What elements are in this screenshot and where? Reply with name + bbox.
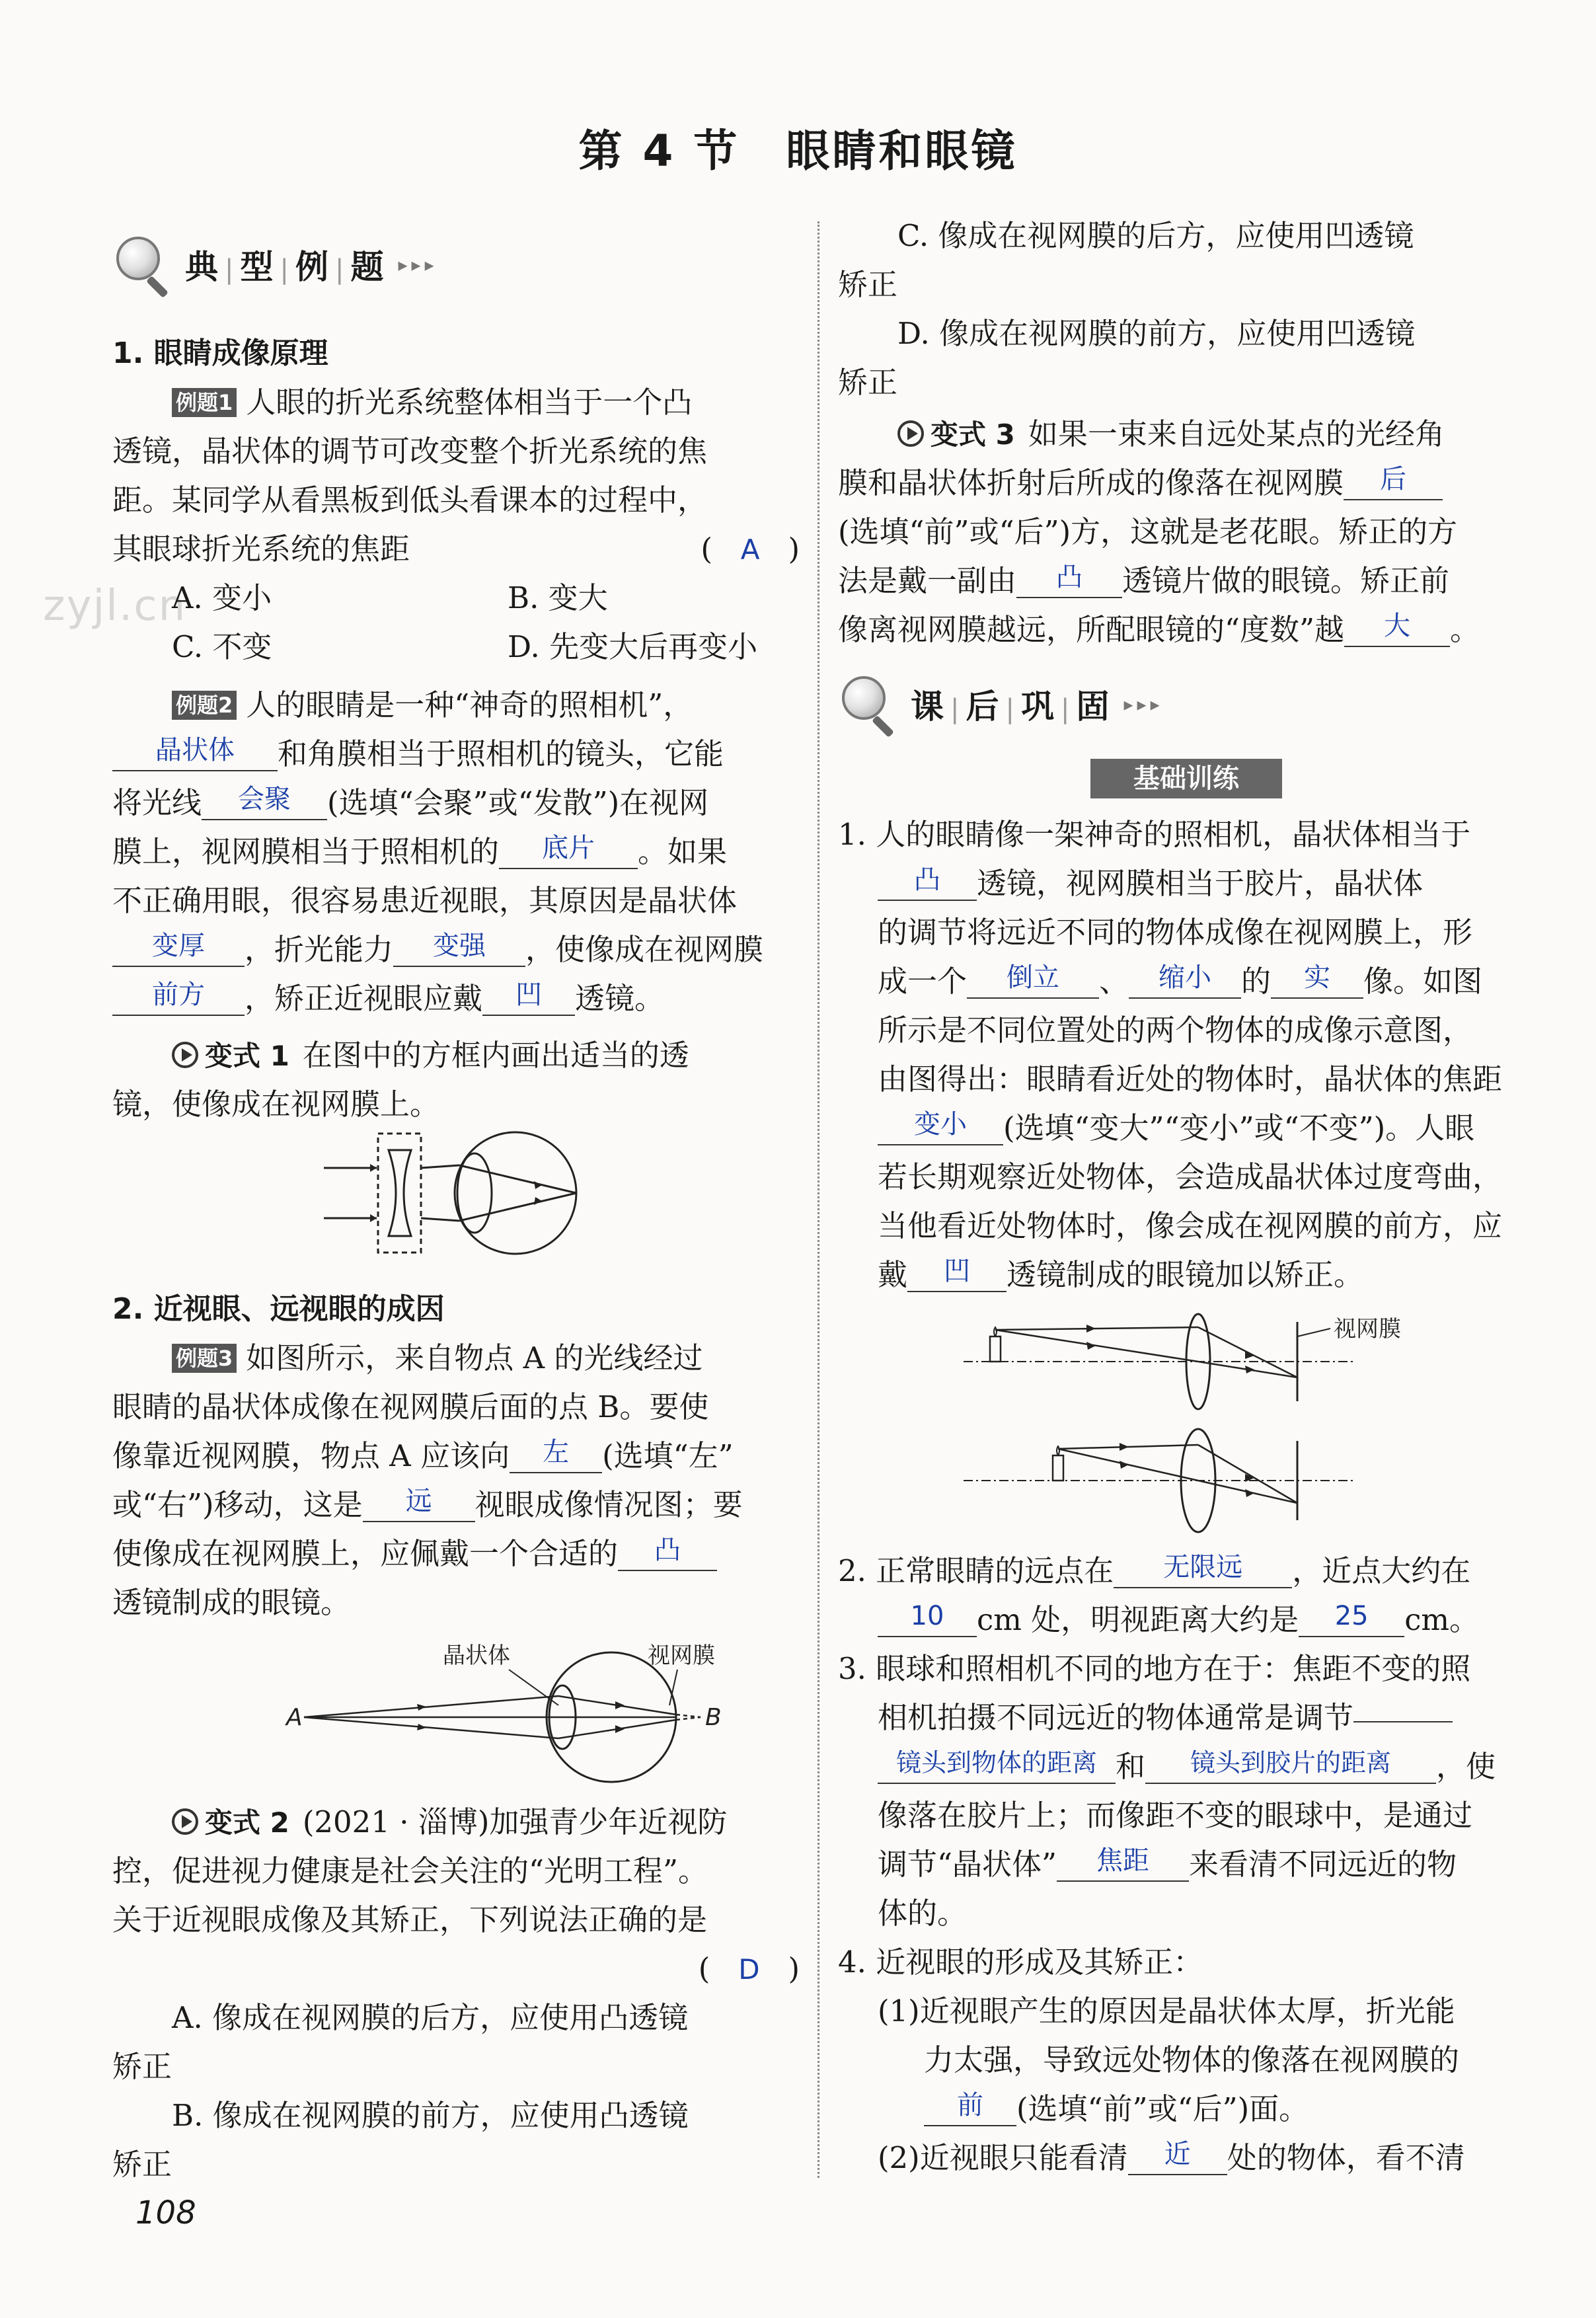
answer-blank: 凹 <box>482 975 575 1016</box>
label-point-a: A <box>286 1704 303 1731</box>
label-retina: 视网膜 <box>1334 1316 1401 1342</box>
ex1-line-4: 其眼球折光系统的焦距 ( A ) <box>112 525 800 574</box>
q3-line-1: 3. 眼球和照相机不同的地方在于：焦距不变的照 <box>838 1651 1471 1686</box>
ex3-line-2: 眼睛的晶状体成像在视网膜后面的点 B。要使 <box>112 1389 709 1424</box>
var2-option-b-line-1: B. 像成在视网膜的前方，应使用凸透镜 <box>172 2098 689 2133</box>
answer-blank: 25 <box>1299 1596 1404 1637</box>
answer-blank: 底片 <box>499 828 638 869</box>
ex1-option-c: C. 不变 <box>172 629 272 664</box>
label-point-b: B <box>705 1704 722 1731</box>
q4-sub1-line-2: 力太强，导致远处物体的像落在视网膜的 <box>924 2042 1460 2077</box>
label-retina: 视网膜 <box>648 1642 715 1669</box>
ex3-line-4: 或“右”)移动，这是 远 视眼成像情况图；要 <box>112 1481 800 1529</box>
q3-line-3: 镜头到物体的距离 和 镜头到胶片的距离 ，使 <box>838 1742 1525 1791</box>
answer-blank: 变强 <box>393 926 525 967</box>
q2-line-1: 2. 正常眼睛的远点在 无限远 ，近点大约在 <box>838 1547 1525 1596</box>
var3-line-4: 法是戴一副由 凸 透镜片做的眼镜。矫正前 <box>838 557 1525 605</box>
figure-two-objects-imaging <box>964 1295 1439 1547</box>
ex2-line-1: 例题2 人的眼睛是一种“神奇的照相机”， <box>112 681 800 730</box>
answer-blank: 倒立 <box>967 958 1099 999</box>
figure-concave-lens-eye <box>324 1127 641 1259</box>
var1-line-1: 变式 1 在图中的方框内画出适当的透 <box>112 1031 800 1081</box>
var2-option-a-line-2: 矫正 <box>112 2049 172 2084</box>
ex1-line-2: 透镜，晶状体的调节可改变整个折光系统的焦 <box>112 434 708 469</box>
arrows-icon: ▸▸▸ <box>398 253 438 276</box>
answer-blank: 大 <box>1344 606 1450 647</box>
answer-blank: 后 <box>1344 459 1443 500</box>
heading-myopia-causes: 2. 近视眼、远视眼的成因 <box>112 1292 445 1326</box>
q3-line-2: 相机拍摄不同远近的物体通常是调节 <box>838 1693 1525 1742</box>
q4-sub2-line-1: (2)近视眼只能看清 近 处的物体，看不清 <box>838 2134 1525 2183</box>
var2-line-2: 控，促进视力健康是社会关注的“光明工程”。 <box>112 1853 708 1888</box>
answer-blank: 远 <box>363 1481 475 1522</box>
ex2-line-4: 膜上，视网膜相当于照相机的 底片 。如果 <box>112 828 800 876</box>
var2-option-d-line-1: D. 像成在视网膜的前方，应使用凹透镜 <box>897 316 1416 351</box>
ex2-line-7: 前方 ，矫正近视眼应戴 凹 透镜。 <box>112 974 800 1023</box>
ex2-line-2: 晶状体 和角膜相当于照相机的镜头，它能 <box>112 730 800 779</box>
answer-blank: 凸 <box>1016 557 1122 598</box>
ex1-line-3: 距。某同学从看黑板到低头看课本的过程中， <box>112 483 708 518</box>
var2-option-c-line-1: C. 像成在视网膜的后方，应使用凹透镜 <box>897 218 1414 253</box>
var3-line-5: 像离视网膜越远，所配眼镜的“度数”越 大 。 <box>838 605 1525 654</box>
section-header-after-class <box>838 668 1164 740</box>
ex3-line-1: 例题3 如图所示，来自物点 A 的光线经过 <box>112 1334 800 1383</box>
subheading-basic-training: 基础训练 <box>1090 759 1282 798</box>
q1-line-10: 戴 凹 透镜制成的眼镜加以矫正。 <box>838 1251 1525 1299</box>
page-title: 第 4 节 眼睛和眼镜 <box>578 126 1018 176</box>
q3-line-6: 体的。 <box>878 1896 968 1931</box>
var2-option-c-line-2: 矫正 <box>838 267 898 302</box>
example-tag: 例题3 <box>172 1344 237 1373</box>
ex2-line-6: 变厚 ，折光能力 变强 ，使像成在视网膜 <box>112 925 800 974</box>
ex1-option-d: D. 先变大后再变小 <box>508 629 758 664</box>
var2-option-b-line-2: 矫正 <box>112 2147 172 2182</box>
ex1-option-a: A. 变小 <box>172 580 272 615</box>
ex3-line-6: 透镜制成的眼镜。 <box>112 1585 351 1620</box>
q4-line-1: 4. 近视眼的形成及其矫正： <box>838 1945 1203 1980</box>
figure-hyperopia-eye <box>281 1633 757 1798</box>
q4-sub1-line-3: 前 (选填“前”或“后”)面。 <box>838 2085 1525 2134</box>
q1-line-9: 当他看近处物体时，像会成在视网膜的前方，应 <box>878 1208 1503 1243</box>
watermark: zyjl.cn <box>43 582 187 631</box>
example-tag: 例题2 <box>172 691 237 720</box>
ex3-line-5: 使像成在视网膜上，应佩戴一个合适的 凸 <box>112 1529 800 1578</box>
play-icon <box>172 1042 198 1068</box>
var2-line-3: 关于近视眼成像及其矫正，下列说法正确的是 <box>112 1902 708 1937</box>
q1-line-3: 的调节将远近不同的物体成像在视网膜上，形 <box>878 915 1473 950</box>
answer-blank: 缩小 <box>1129 958 1241 999</box>
arrows-icon: ▸▸▸ <box>1123 693 1164 715</box>
magnifier-icon <box>838 672 901 736</box>
q3-line-4: 像落在胶片上；而像距不变的眼球中，是通过 <box>878 1798 1473 1833</box>
answer-blank: 晶状体 <box>112 730 278 771</box>
q4-sub1-line-1: (1)近视眼产生的原因是晶状体太厚，折光能 <box>878 1993 1455 2028</box>
answer-blank: 变厚 <box>112 926 245 967</box>
var1-line-2: 镜，使像成在视网膜上。 <box>112 1087 440 1122</box>
answer-blank: 会聚 <box>202 779 327 820</box>
answer-blank: 无限远 <box>1114 1547 1292 1588</box>
answer-blank: 凸 <box>878 860 977 901</box>
label-lens: 晶状体 <box>443 1642 510 1669</box>
var3-line-2: 膜和晶状体折射后所成的像落在视网膜 后 <box>838 459 1525 508</box>
answer-bracket: ( D ) <box>698 1951 800 1986</box>
answer-blank: 前 <box>924 2085 1016 2126</box>
answer-blank: 前方 <box>112 975 245 1016</box>
section-title: 典|型|例|题 <box>185 248 389 286</box>
var2-line-1: 变式 2 (2021 · 淄博)加强青少年近视防 <box>112 1798 800 1847</box>
q1-line-8: 若长期观察近处物体，会造成晶状体过度弯曲， <box>878 1159 1503 1194</box>
play-icon <box>172 1808 198 1835</box>
page-number: 108 <box>135 2194 196 2231</box>
answer-bracket: ( A ) <box>701 531 800 566</box>
var3-line-1: 变式 3 如果一束来自远处某点的光经角 <box>838 410 1525 459</box>
answer-blank: 实 <box>1271 958 1363 999</box>
ex1-line-1: 例题1 人眼的折光系统整体相当于一个凸 <box>112 378 800 427</box>
example-tag: 例题1 <box>172 388 237 417</box>
ex1-option-b: B. 变大 <box>508 580 608 615</box>
answer-blank: 镜头到胶片的距离 <box>1145 1743 1436 1784</box>
var2-option-d-line-2: 矫正 <box>838 365 898 400</box>
q1-line-4: 成一个 倒立 、 缩小 的 实 像。如图 <box>838 957 1525 1006</box>
q1-line-6: 由图得出：眼睛看近处的物体时，晶状体的焦距 <box>878 1062 1503 1097</box>
answer-blank-continuation <box>1353 1721 1453 1722</box>
answer-blank: 10 <box>878 1596 977 1637</box>
answer-blank: 凸 <box>618 1530 717 1571</box>
section-header-typical-examples <box>112 228 438 301</box>
heading-eye-imaging: 1. 眼睛成像原理 <box>112 336 328 370</box>
q3-line-5: 调节“晶状体” 焦距 来看清不同远近的物 <box>838 1840 1525 1889</box>
section-title: 课|后|巩|固 <box>911 687 1115 726</box>
q2-line-2: 10 cm 处，明视距离大约是 25 cm。 <box>838 1596 1525 1644</box>
answer-blank: 焦距 <box>1057 1841 1189 1882</box>
q1-line-5: 所示是不同位置处的两个物体的成像示意图， <box>878 1013 1473 1048</box>
play-icon <box>897 420 924 447</box>
q1-line-7: 变小 (选填“变大”“变小”或“不变”)。人眼 <box>838 1104 1525 1153</box>
var2-option-a-line-1: A. 像成在视网膜的后方，应使用凸透镜 <box>172 2000 689 2035</box>
column-divider <box>817 221 819 2178</box>
answer-blank: 变小 <box>878 1104 1003 1145</box>
var3-line-3: (选填“前”或“后”)方，这就是老花眼。矫正的方 <box>838 514 1458 549</box>
answer-blank: 左 <box>510 1432 602 1473</box>
answer-blank: 镜头到物体的距离 <box>878 1743 1116 1784</box>
q1-line-1: 1. 人的眼睛像一架神奇的照相机，晶状体相当于 <box>838 817 1471 852</box>
q1-line-2: 凸 透镜，视网膜相当于胶片，晶状体 <box>838 859 1525 908</box>
answer-blank: 近 <box>1128 2134 1227 2175</box>
ex2-line-5: 不正确用眼，很容易患近视眼，其原因是晶状体 <box>112 883 738 918</box>
answer-blank: 凹 <box>907 1251 1007 1292</box>
magnifier-icon <box>112 233 176 296</box>
ex3-line-3: 像靠近视网膜，物点 A 应该向 左 (选填“左” <box>112 1432 800 1481</box>
ex2-line-3: 将光线 会聚 (选填“会聚”或“发散”)在视网 <box>112 779 800 828</box>
